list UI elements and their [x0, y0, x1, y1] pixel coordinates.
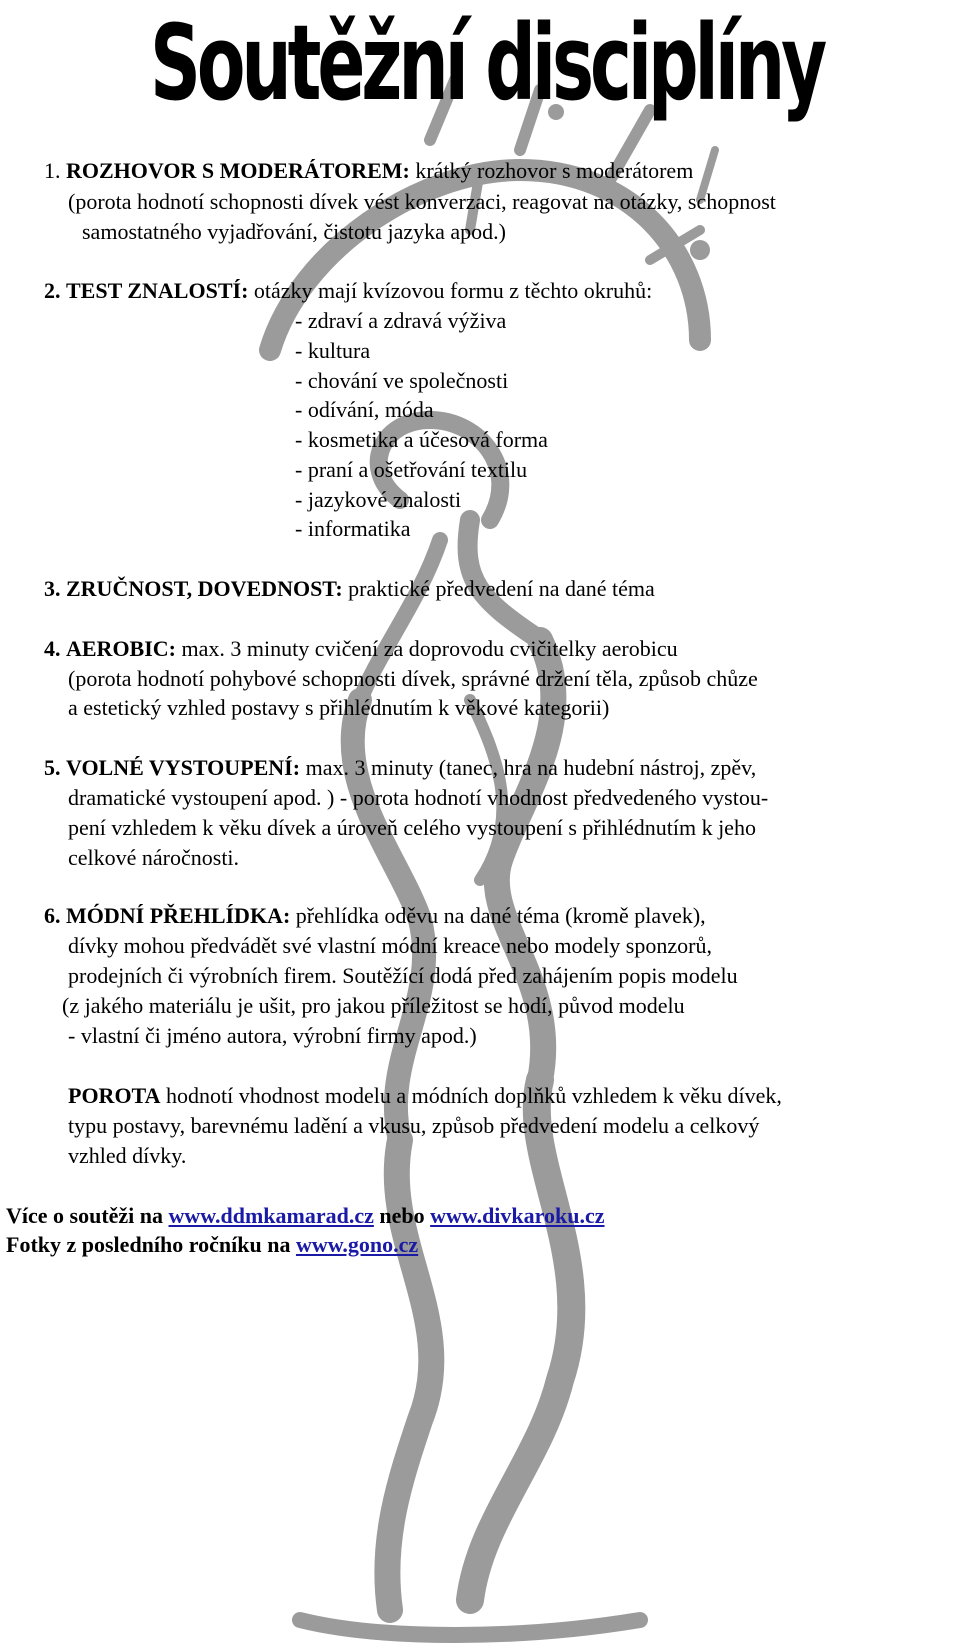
- item-5-marker: 5.: [44, 755, 61, 780]
- item-1-line-2: (porota hodnotí schopnosti dívek vést konverzaci, reagovat na otázky, schopnost: [68, 189, 776, 214]
- item-1-line-3: samostatného vyjadřování, čistotu jazyka apod.): [82, 219, 506, 244]
- item-6-text: přehlídka oděvu na dané téma (kromě plavek),: [295, 903, 706, 928]
- item-3-heading: ZRUČNOST, DOVEDNOST:: [66, 576, 343, 601]
- item-5-line-2: dramatické vystoupení apod. ) - porota hodnotí vhodnost předvedeného vystou-: [68, 785, 769, 810]
- porota-line-2: typu postavy, barevnému ladění a vkusu, způsob předvedení modelu a celkový: [68, 1113, 760, 1138]
- item-4-marker: 4.: [44, 636, 61, 661]
- item-6-line-4: (z jakého materiálu je ušit, pro jakou příležitost se hodí, původ modelu: [62, 993, 685, 1018]
- link-divkaroku[interactable]: www.divkaroku.cz: [430, 1203, 605, 1228]
- item-5-line-3: pení vzhledem k věku dívek a úroveň celého vystoupení s přihlédnutím k jeho: [68, 815, 756, 840]
- item-3-marker: 3.: [44, 576, 61, 601]
- item-6-heading: MÓDNÍ PŘEHLÍDKA:: [66, 903, 291, 928]
- item-3-line-1: [44, 573, 655, 604]
- item-1-line-1: [44, 155, 693, 186]
- item-6-line-1: [44, 900, 706, 931]
- topic-item: - kultura: [295, 338, 371, 363]
- porota-line-3: vzhled dívky.: [68, 1143, 187, 1168]
- footer-prefix-2: Fotky z posledního ročníku na: [6, 1232, 291, 1257]
- link-ddmkamarad[interactable]: www.ddmkamarad.cz: [168, 1203, 374, 1228]
- item-2-marker: 2.: [44, 278, 61, 303]
- item-4-line-3: a estetický vzhled postavy s přihlédnutím k věkové kategorii): [68, 695, 610, 720]
- topic-item: - chování ve společnosti: [295, 368, 509, 393]
- topic-item: - odívání, móda: [295, 397, 434, 422]
- item-2-line-1: [44, 275, 652, 306]
- topic-item: - kosmetika a účesová forma: [295, 427, 548, 452]
- link-gono[interactable]: www.gono.cz: [295, 1232, 419, 1257]
- topic-item: - praní a ošetřování textilu: [295, 457, 528, 482]
- topic-item: - jazykové znalosti: [295, 487, 462, 512]
- item-3-text: praktické předvedení na dané téma: [348, 576, 655, 601]
- item-6-marker: 6.: [44, 903, 61, 928]
- item-5-text: max. 3 minuty (tanec, hra na hudební nástroj, zpěv,: [305, 755, 757, 780]
- footer-mid: nebo: [379, 1203, 425, 1228]
- item-6-line-2: dívky mohou předvádět své vlastní módní kreace nebo modely sponzorů,: [68, 933, 712, 958]
- item-5-line-4: celkové náročnosti.: [68, 845, 240, 870]
- item-2-heading: TEST ZNALOSTÍ:: [66, 278, 249, 303]
- page-title: Soutěžní disciplíny: [150, 2, 824, 124]
- item-5-heading: VOLNÉ VYSTOUPENÍ:: [66, 755, 301, 780]
- footer-prefix-1: Více o soutěži na: [6, 1203, 164, 1228]
- item-4-line-1: [44, 633, 678, 664]
- topic-item: - informatika: [295, 516, 411, 541]
- porota-text: hodnotí vhodnost modelu a módních doplňků vzhledem k věku dívek,: [165, 1083, 782, 1108]
- item-6-line-5: - vlastní či jméno autora, výrobní firmy apod.): [68, 1023, 477, 1048]
- footer-line-2: [6, 1231, 418, 1258]
- item-6-line-3: prodejních či výrobních firem. Soutěžící dodá před zahájením popis modelu: [68, 963, 738, 988]
- item-4-heading: AEROBIC:: [66, 636, 177, 661]
- topic-item: - zdraví a zdravá výživa: [295, 308, 507, 333]
- item-5-line-1: [44, 752, 756, 783]
- item-1-marker: 1.: [44, 158, 61, 183]
- item-1-text: krátký rozhovor s moderátorem: [415, 158, 694, 183]
- porota-heading: POROTA: [68, 1083, 161, 1108]
- footer-line-1: [6, 1202, 605, 1229]
- porota-line-1: [68, 1080, 782, 1111]
- item-4-line-2: (porota hodnotí pohybové schopnosti dívek, správné držení těla, způsob chůze: [68, 666, 758, 691]
- item-4-text: max. 3 minuty cvičení za doprovodu cvičitelky aerobicu: [181, 636, 678, 661]
- item-1-heading: ROZHOVOR S MODERÁTOREM:: [66, 158, 410, 183]
- item-2-text: otázky mají kvízovou formu z těchto okruhů:: [253, 278, 653, 303]
